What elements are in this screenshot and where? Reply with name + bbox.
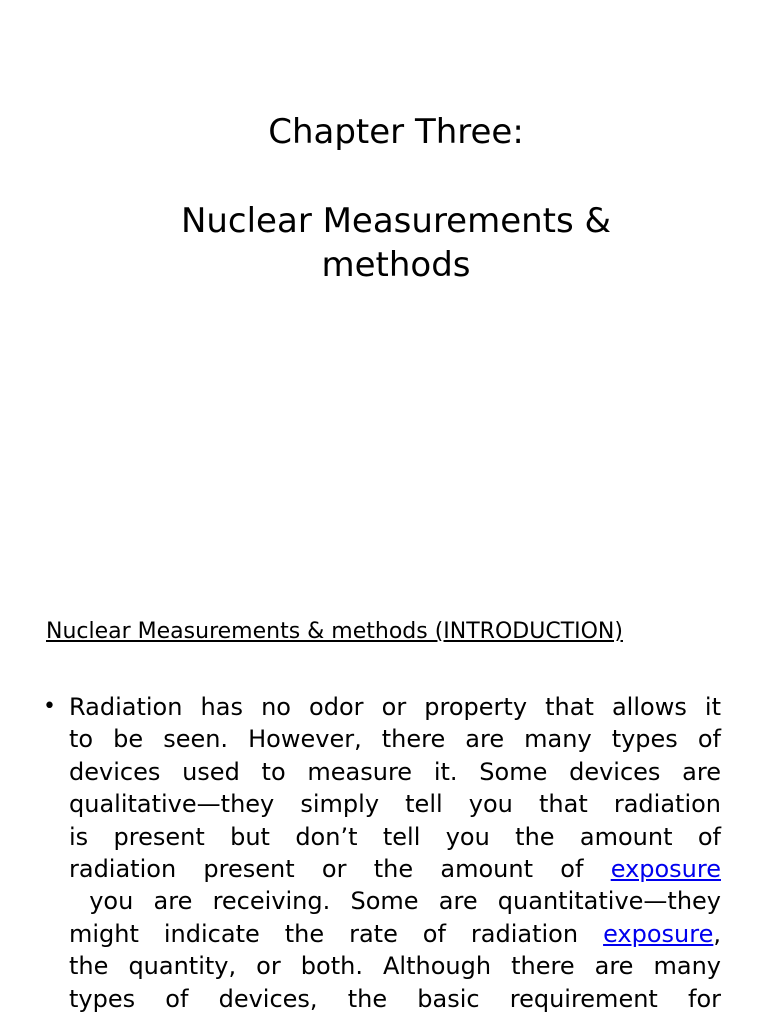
chapter-subtitle-line-1: Nuclear Measurements & [180, 201, 612, 241]
bullet-paragraph [69, 691, 721, 1015]
exposure-link[interactable]: exposure [610, 854, 721, 883]
bullet-icon: • [43, 694, 56, 719]
paragraph-line: qualitative—they simply tell you that radiation [69, 790, 721, 819]
paragraph-text: radiation present or the amount of [69, 854, 611, 883]
paragraph-line: is present but don’t tell you the amount of [69, 822, 721, 851]
paragraph-line: the quantity, or both. Although there are many [69, 952, 721, 981]
introduction-slide [0, 590, 768, 1024]
paragraph-text: might indicate the rate of radiation [69, 919, 604, 948]
chapter-subtitle-line-2: methods [321, 245, 471, 285]
paragraph-line: to be seen. However, there are many types of [69, 725, 721, 754]
introduction-heading: Nuclear Measurements & methods (INTRODUCTION) [46, 619, 623, 644]
paragraph-line [69, 853, 721, 885]
chapter-title: Chapter Three: [268, 112, 524, 152]
paragraph-text: , [713, 919, 721, 948]
paragraph-line: types of devices, the basic requirement for [69, 984, 721, 1013]
paragraph-line [69, 918, 721, 950]
paragraph-line: Radiation has no odor or property that allows it [69, 693, 721, 721]
exposure-link[interactable]: exposure [603, 919, 714, 948]
paragraph-line: you are receiving. Some are quantitative—they [69, 887, 721, 916]
paragraph-line: devices used to measure it. Some devices are [69, 757, 721, 786]
